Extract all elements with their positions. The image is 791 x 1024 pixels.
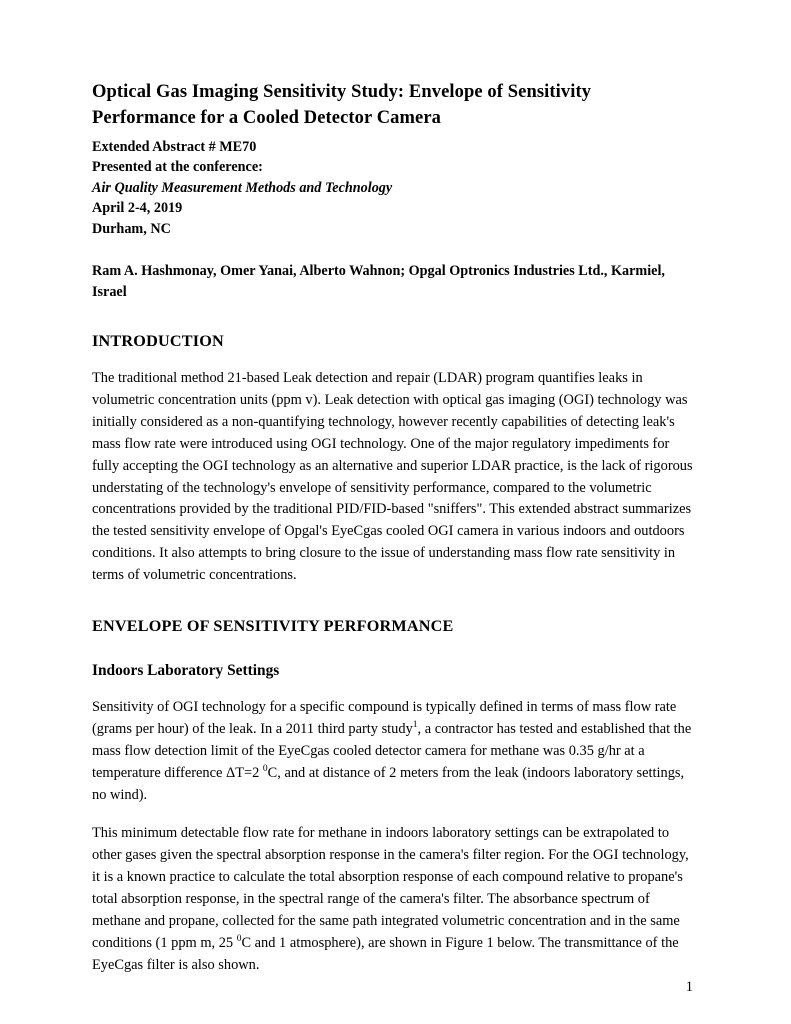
abstract-id: Extended Abstract # ME70 bbox=[92, 139, 257, 156]
paragraph-indoors-sensitivity-part-3: C, and at distance of 2 meters from the leak (indoors laboratory settings, no wind). bbox=[92, 764, 685, 803]
degree-superscript-2: 0 bbox=[236, 934, 242, 945]
author-list: Ram A. Hashmonay, Omer Yanai, Alberto Wahnon; Opgal Optronics Industries Ltd., Karmiel, Israel bbox=[92, 263, 665, 300]
page-number: 1 bbox=[685, 979, 693, 995]
paragraph-extrapolation-part-1: This minimum detectable flow rate for methane in indoors laboratory settings can be extrapolated to other gases given the spectral absorption response in the camera's filter region. For the OGI technology, it is a known practice to calculate the total absorption response of each compound relative to propane's total absorption response, in the spectral range of the camera's filter. The absorbance spectrum of methane and propane, collected for the same path integrated volumetric concentration and in the same conditions (1 ppm m, 25 bbox=[92, 825, 689, 951]
heading-indoors-laboratory-settings: Indoors Laboratory Settings bbox=[92, 662, 280, 679]
paragraph-indoors-sensitivity-part-1: Sensitivity of OGI technology for a specific compound is typically defined in terms of mass flow rate (grams per hour) of the leak. In a 2011 third party study bbox=[92, 699, 677, 737]
paragraph-extrapolation bbox=[92, 823, 693, 976]
page-title: Optical Gas Imaging Sensitivity Study: Envelope of Sensitivity Performance for a Cooled Detector Camera bbox=[92, 82, 592, 128]
degree-superscript-1: 0 bbox=[262, 763, 268, 774]
conference-name: Air Quality Measurement Methods and Technology bbox=[92, 179, 393, 196]
heading-envelope-of-sensitivity-performance: ENVELOPE OF SENSITIVITY PERFORMANCE bbox=[92, 617, 454, 635]
paragraph-indoors-sensitivity bbox=[92, 697, 693, 806]
paragraph-introduction: The traditional method 21-based Leak detection and repair (LDAR) program quantifies leaks in volumetric concentration units (ppm v). Leak detection with optical gas imaging (OGI) technology was initially considered as a non-quantifying technology, however recently capabilities of detecting leak's mass flow rate were introduced using OGI technology. One of the major regulatory impediments for fully accepting the OGI technology as an alternative and superior LDAR practice, is the lack of rigorous understating of the technology's envelope of sensitivity performance, compared to the volumetric concentrations provided by the traditional PID/FID-based "sniffers". This extended abstract summarizes the tested sensitivity envelope of Opgal's EyeCgas cooled OGI camera in various indoors and outdoors conditions. It also attempts to bring closure to the issue of understanding mass flow rate sensitivity in terms of volumetric concentrations. bbox=[92, 370, 693, 584]
footnote-marker-1: 1 bbox=[412, 720, 418, 731]
conference-location: Durham, NC bbox=[92, 220, 171, 237]
paragraph-indoors-sensitivity-part-2: , a contractor has tested and established that the mass flow detection limit of the EyeCgas cooled detector camera for methane was 0.35 g/hr at a temperature difference ΔT=2 bbox=[92, 720, 692, 781]
presented-label: Presented at the conference: bbox=[92, 159, 263, 176]
paragraph-extrapolation-part-2: C and 1 atmosphere), are shown in Figure 1 below. The transmittance of the EyeCgas filter is also shown. bbox=[92, 934, 679, 973]
document-meta bbox=[92, 137, 693, 239]
conference-dates: April 2-4, 2019 bbox=[92, 200, 183, 217]
heading-introduction: INTRODUCTION bbox=[92, 332, 224, 351]
